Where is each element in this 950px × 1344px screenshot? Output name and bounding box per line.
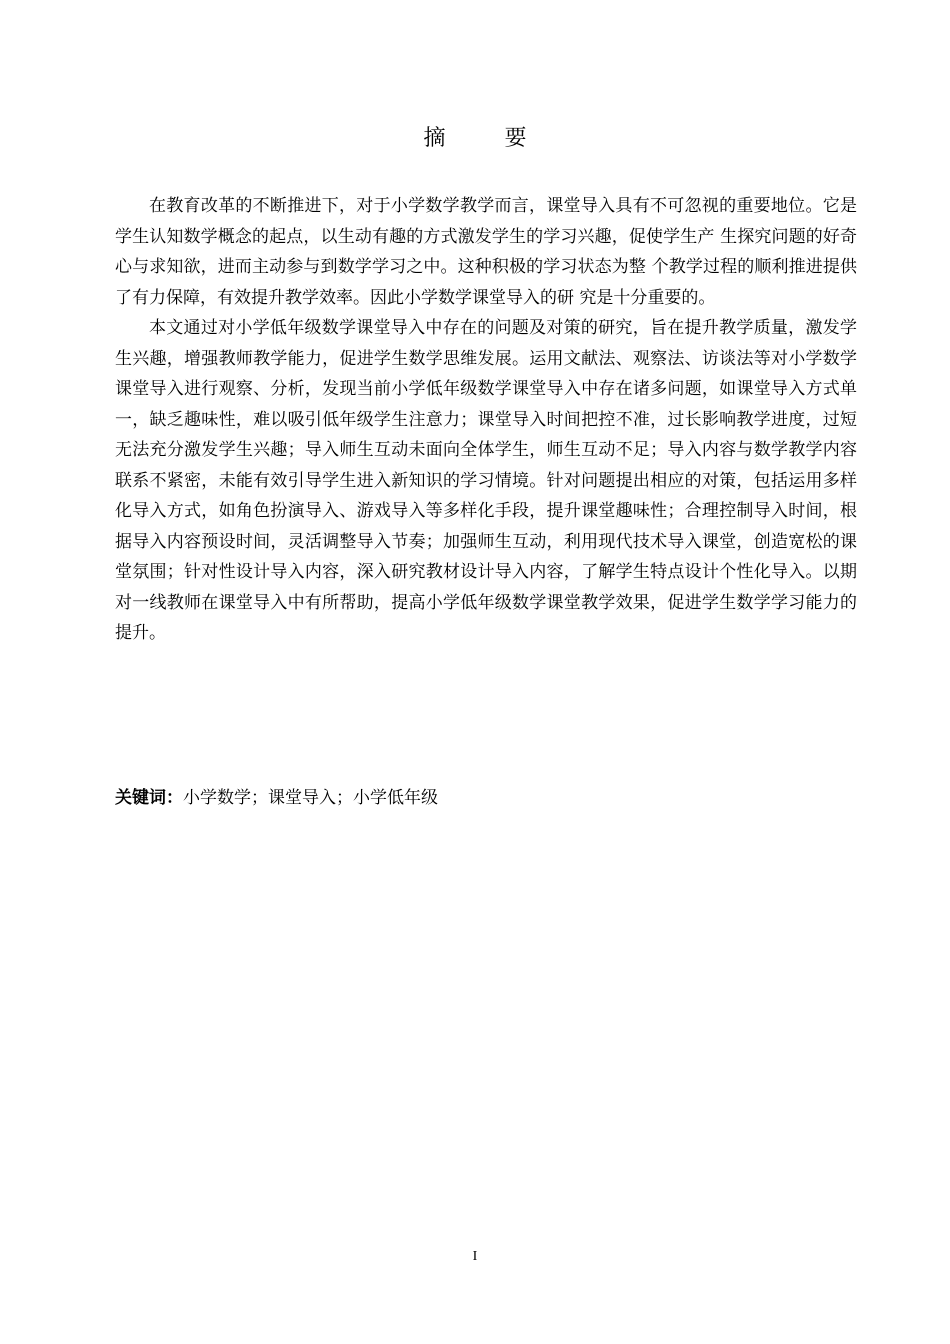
abstract-paragraph-2: 本文通过对小学低年级数学课堂导入中存在的问题及对策的研究，旨在提升教学质量，激发学生兴趣，增强教师教学能力，促进学生数学思维发展。运用文献法、观察法、访谈法等对小学数学课堂导入进行观察、分析，发现当前小学低年级数学课堂导入中存在诸多问题，如课堂导入方式单一，缺乏趣味性，难以吸引低年级学生注意力；课堂导入时间把控不准，过长影响教学进度，过短无法充分激发学生兴趣；导入师生互动未面向全体学生，师生互动不足；导入内容与数学教学内容联系不紧密，未能有效引导学生进入新知识的学习情境。针对问题提出相应的对策，包括运用多样化导入方式，如角色扮演导入、游戏导入等多样化手段，提升课堂趣味性；合理控制导入时间，根据导入内容预设时间，灵活调整导入节奏；加强师生互动，利用现代技术导入课堂，创造宽松的课堂氛围；针对性设计导入内容，深入研究教材设计导入内容，了解学生特点设计个性化导入。以期对一线教师在课堂导入中有所帮助，提高小学低年级数学课堂教学效果，促进学生数学学习能力的提升。: [115, 318, 857, 643]
keywords: [115, 783, 857, 813]
page-title: 摘 要: [423, 126, 553, 151]
page-number: I: [472, 1249, 478, 1264]
keywords-label: 关键词：: [115, 788, 183, 808]
abstract-paragraph-1: 在教育改革的不断推进下，对于小学数学教学而言，课堂导入具有不可忽视的重要地位。它是学生认知数学概念的起点，以生动有趣的方式激发学生的学习兴趣，促使学生产 生探究问题的好奇心与求知欲，进而主动参与到数学学习之中。这种积极的学习状态为整 个教学过程的顺利推进提供了有力保障，有效提升教学效率。因此小学数学课堂导入的研 究是十分重要的。: [115, 196, 857, 308]
abstract-body: [115, 191, 857, 649]
keywords-text: 小学数学；课堂导入；小学低年级: [183, 788, 438, 808]
